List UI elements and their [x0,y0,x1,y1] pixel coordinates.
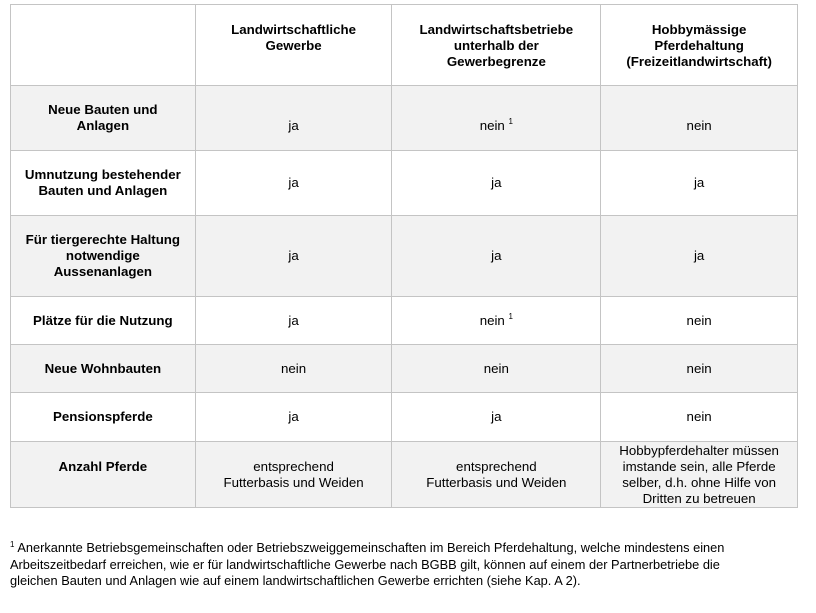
cell-value: ja [288,409,299,424]
table-cell [392,297,601,345]
cell-line: Futterbasis und Weiden [223,474,364,490]
table-cell [392,442,601,508]
cell-value: ja [288,248,299,263]
cell-value: ja [693,175,705,190]
row-label-line: Pensionspferde [52,409,153,424]
cell-line: Dritten zu betreuen [642,490,756,506]
row-label-line: Umnutzung bestehender [24,167,181,182]
cell-line: entsprechend [456,458,537,474]
cell-value: ja [288,312,299,328]
cell-value: nein [686,312,712,328]
footnote-line: gleichen Bauten und Anlagen wie auf einem landwirtschaftlichen Gewerbe errichten (siehe Kap. A 2). [10,573,581,588]
header-line: Hobbymässige [651,22,747,37]
comparison-table [10,4,798,508]
cell-line: Hobbypferdehalter müssen [619,442,779,458]
cell-value: ja [288,175,299,190]
cell-value: nein [479,312,505,328]
cell-value: nein [479,118,505,133]
header-line: Gewerbe [265,38,322,53]
table-row [11,393,798,442]
header-row [11,5,798,86]
footnote-ref: 1 [508,311,513,321]
cell-value: nein [686,360,712,376]
row-label [11,393,196,442]
cell-value: nein [686,409,712,424]
header-cell [195,5,392,86]
row-label [11,297,196,345]
cell-value: nein [686,118,712,133]
row-label-line: Bauten und Anlagen [38,183,168,198]
footnote-line: $^1$ Anerkannte Betriebsgemeinschaften oder Betriebszweiggemeinschaften im Bereich Pferdehaltung, welche mindestens einen [10,540,725,555]
table-cell [195,86,392,151]
table-cell [601,86,798,151]
row-label-line: Plätze für die Nutzung [33,312,173,328]
table-cell [392,86,601,151]
footnote-ref: 1 [508,117,513,126]
cell-line: entsprechend [253,458,334,474]
row-label-line: Anzahl Pferde [58,459,148,474]
table-cell [392,345,601,393]
table-cell [195,216,392,297]
cell-value: ja [491,175,502,190]
header-line: Landwirtschaftsbetriebe [419,22,574,37]
table-cell [392,216,601,297]
footnote [10,540,810,590]
cell-value: nein [281,360,307,376]
cell-value: ja [491,248,502,263]
table-row [11,345,798,393]
table-cell [195,393,392,442]
cell-value: ja [491,409,502,424]
row-label [11,216,196,297]
header-line: Pferdehaltung [654,38,744,53]
row-label [11,86,196,151]
table-cell [392,393,601,442]
footnote-line: Arbeitszeitbedarf erreichen, wie er für landwirtschaftliche Gewerbe nach BGBB gilt, können auf einem der Partnerbetriebe die [10,556,720,572]
cell-value: ja [288,118,299,133]
header-line: Landwirtschaftliche [231,22,357,37]
footnote-marker: 1 [10,540,15,549]
cell-value: nein [483,360,509,376]
row-label-line: Aussenanlagen [53,264,152,279]
table-row [11,151,798,216]
row-label [11,151,196,216]
cell-line: selber, d.h. ohne Hilfe von [622,474,776,490]
table-row [11,216,798,297]
row-label-line: notwendige [65,248,140,263]
header-cell-empty [11,5,196,86]
row-label-line: Für tiergerechte Haltung [25,232,181,247]
table-cell [601,216,798,297]
table-cell [601,393,798,442]
table-row [11,442,798,508]
row-label-line: Anlagen [76,118,130,133]
table-row [11,297,798,345]
table-cell [195,297,392,345]
table-cell [601,297,798,345]
header-cell [601,5,798,86]
row-label-line: Neue Wohnbauten [44,360,162,376]
cell-line: Futterbasis und Weiden [426,474,567,490]
table-cell [195,151,392,216]
header-line: Gewerbegrenze [446,54,546,69]
cell-line: imstande sein, alle Pferde [622,458,776,474]
cell-value: ja [693,248,705,263]
header-line: unterhalb der [453,38,539,53]
table-row [11,86,798,151]
header-line: (Freizeitlandwirtschaft) [626,54,772,69]
table-cell [195,442,392,508]
row-label [11,442,196,508]
table-cell [195,345,392,393]
table-cell [601,151,798,216]
header-cell [392,5,601,86]
row-label [11,345,196,393]
table-cell [392,151,601,216]
table-cell [601,442,798,508]
table-cell [601,345,798,393]
row-label-line: Neue Bauten und [48,102,158,117]
